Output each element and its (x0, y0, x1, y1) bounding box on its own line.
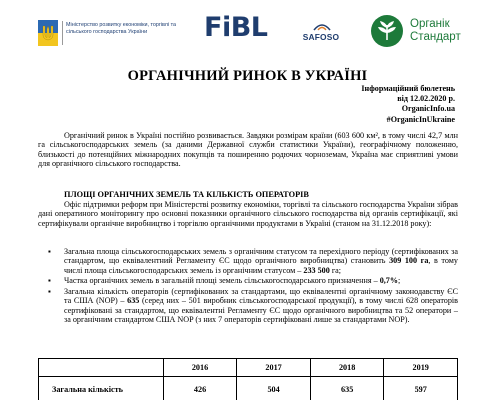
square-bullet-icon: ▪ (48, 286, 51, 296)
square-bullet-icon: ▪ (48, 247, 51, 256)
table-header-cell: 2017 (237, 359, 311, 377)
statistics-list (38, 247, 458, 326)
table-cell: 504 (237, 377, 311, 400)
safoso-logo (296, 22, 346, 44)
table-header-cell: 2018 (310, 359, 384, 377)
list-item: ▪ Загальна кількість операторів (сертифікованих за стандартами, що еквівалентні органічному законодавству ЄС та США (NOP) – 635 (серед них – 501 виробник сільськогосподарської продукції), в тому числі 628 операторів сертифіковані за стандартом, що еквівалентні Регламенту ЄС щодо органічного виробництва та 52 оператори – за органічним стандартом США NOP (з них 7 операторів сертифіковані лише за стандартами NOP). (48, 286, 458, 324)
document-title: ОРГАНІЧНИЙ РИНОК В УКРАЇНІ (127, 68, 368, 84)
safoso-logo-text: SAFOSO (302, 32, 340, 42)
organic-leaf-icon (370, 14, 404, 48)
section-heading: ПЛОЩІ ОРГАНІЧНИХ ЗЕМЕЛЬ ТА КІЛЬКІСТЬ ОПЕРАТОРІВ (64, 190, 309, 199)
ukraine-flag-trident-icon (38, 20, 58, 46)
table-row-label: Загальна кількість (39, 377, 164, 400)
ministry-name: Міністерство розвитку економіки, торгівлі та сільського господарства України (66, 22, 177, 35)
table-cell: 426 (163, 377, 237, 400)
operators-table (38, 358, 458, 400)
bulletin-date: від 12.02.2020 р. (397, 94, 455, 104)
table-header-cell: 2016 (163, 359, 237, 377)
organic-standard-logo-text: Органік Стандарт (410, 18, 461, 43)
ministry-logo (38, 20, 188, 46)
section-paragraph: Офіс підтримки реформ при Міністерстві розвитку економіки, торгівлі та сільського господарства України зібрав дані оператиного моніторингу про основні показники органічного сільського господарства від органів сертифікації, які сертифікували органічне виробництво і торгівлю органічними продуктами в Україні (станом на 31.12.2018 року): (38, 200, 458, 228)
table-row (39, 377, 458, 400)
intro-paragraph: Органічний ринок в Україні постійно розвивається. Завдяки розмірам країни (603 600 км², в тому числі 42,7 млн га сільськогосподарських земель (за даними Державної служби статистики України), географічному положенню, близькості до потенційних міжнародних покупців та поширенню родючих чорноземам, Україна має сприятливі умови для органічного сільського господарства. (38, 131, 458, 168)
fibl-logo-text: FiBL (204, 12, 268, 43)
table-cell: 635 (310, 377, 384, 400)
organic-standard-logo (370, 14, 480, 50)
list-item: ▪ Загальна площа сільськогосподарських земель з органічним статусом та перехідного періоду (сертифікованих за стандартом, що еквівалентний Регламенту ЄС щодо органічного виробництва) становить 309 100 га, в тому числі площа сільськогосподарських земель із органічним статусом – 233 500 га; (48, 247, 458, 275)
safoso-mark-icon (313, 22, 331, 32)
bulletin-label: Інформаційний бюлетень (361, 84, 455, 93)
fibl-logo (204, 12, 278, 45)
bulletin-meta (255, 84, 455, 125)
table-corner-cell (39, 359, 164, 377)
table-header-row (39, 359, 458, 377)
table-header-cell: 2019 (384, 359, 458, 377)
table-cell: 597 (384, 377, 458, 400)
bulletin-hashtag: #OrganicInUkraine (386, 114, 455, 124)
logo-header (0, 0, 495, 62)
square-bullet-icon: ▪ (48, 276, 51, 286)
bulletin-site: OrganicInfo.ua (401, 104, 455, 114)
list-item: ▪ Частка органічних земель в загальній площі земель сільськогосподарського призначення – 0,7%; (48, 276, 401, 286)
